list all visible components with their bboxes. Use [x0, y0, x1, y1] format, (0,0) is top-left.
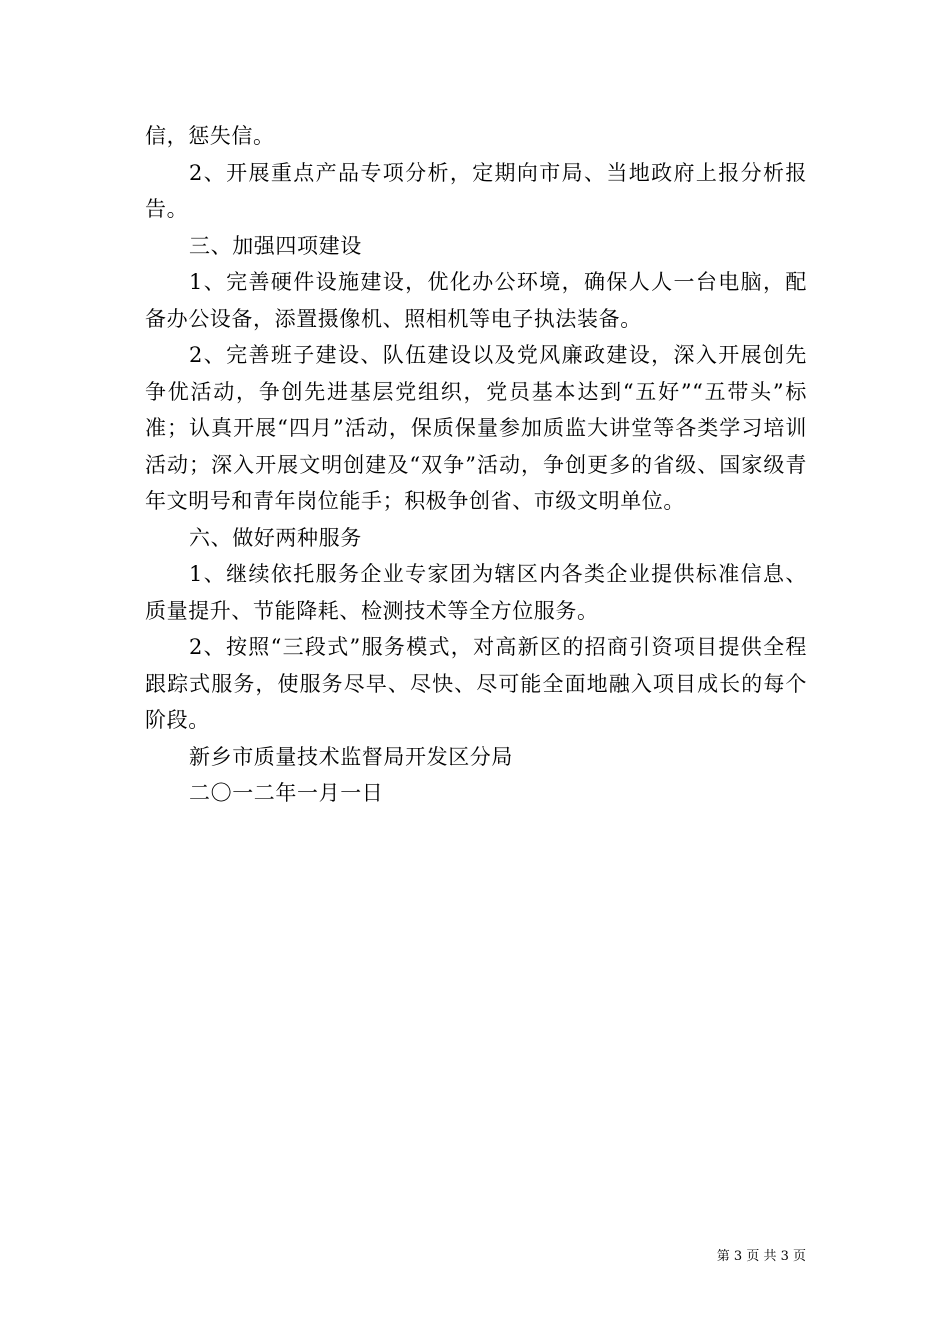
section-heading: 六、做好两种服务 — [189, 525, 362, 550]
section-heading: 三、加强四项建设 — [189, 233, 362, 258]
signature-date: 二〇一二年一月一日 — [189, 781, 384, 805]
paragraph: 1、完善硬件设施建设，优化办公环境，确保人人一台电脑，配备办公设备，添置摄像机、照相机等电子执法装备。 — [145, 270, 807, 331]
paragraph: 2、完善班子建设、队伍建设以及党风廉政建设，深入开展创先争优活动，争创先进基层党组织，党员基本达到“五好”“五带头”标准；认真开展“四月”活动，保质保量参加质监大讲堂等各类学习培训活动；深入开展文明创建及“双争”活动，争创更多的省级、国家级青年文明号和青年岗位能手；积极争创省、市级文明单位。 — [145, 343, 807, 513]
paragraph: 信，惩失信。 — [145, 124, 275, 148]
paragraph: 2、按照“三段式”服务模式，对高新区的招商引资项目提供全程跟踪式服务，使服务尽早、尽快、尽可能全面地融入项目成长的每个阶段。 — [145, 635, 807, 732]
document-body — [145, 118, 807, 812]
paragraph: 2、开展重点产品专项分析，定期向市局、当地政府上报分析报告。 — [145, 160, 807, 221]
page-number: 第 3 页 共 3 页 — [716, 1249, 806, 1264]
signature-organization: 新乡市质量技术监督局开发区分局 — [189, 744, 513, 769]
paragraph: 1、继续依托服务企业专家团为辖区内各类企业提供标准信息、质量提升、节能降耗、检测技术等全方位服务。 — [145, 562, 807, 623]
